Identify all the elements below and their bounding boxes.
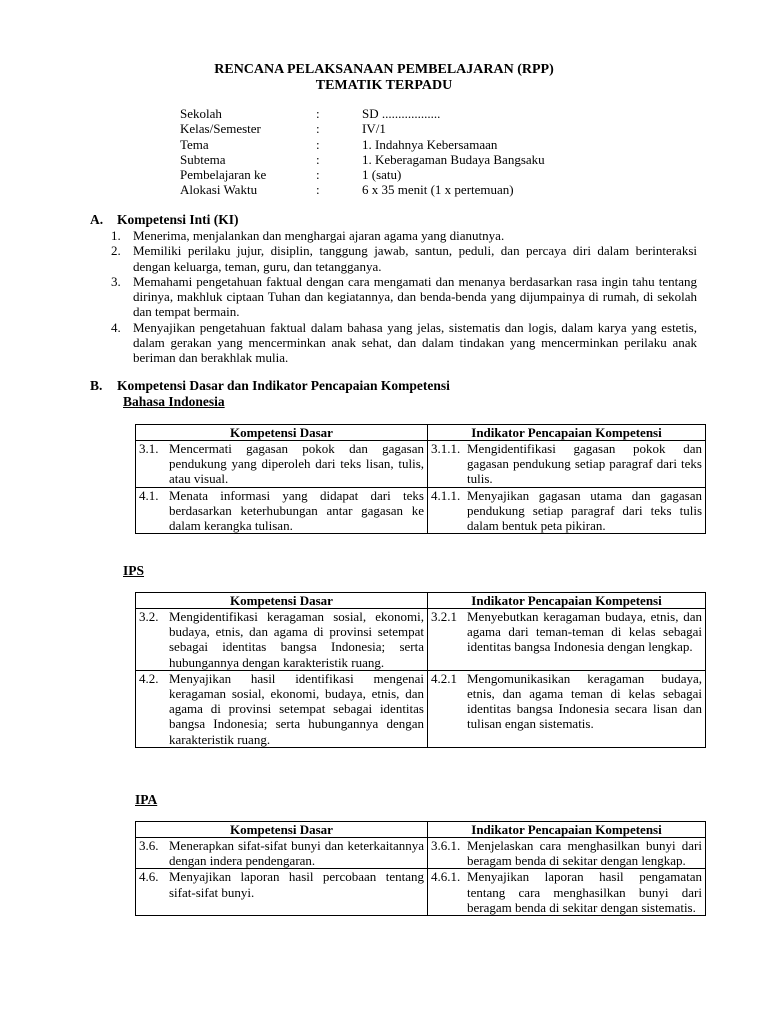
kd-number: 3.2.: [139, 609, 159, 624]
info-colon: :: [316, 151, 320, 167]
col-header-kompetensi-dasar: Kompetensi Dasar: [136, 822, 428, 838]
indicator-cell: [428, 441, 706, 488]
info-value: 1. Indahnya Kebersamaan: [362, 136, 498, 152]
table-header-row: [136, 822, 706, 838]
section-letter: B.: [90, 378, 103, 393]
ki-text: Memiliki perilaku jujur, disiplin, tanggung jawab, santun, peduli, dan percaya diri dalam berinteraksi dengan keluarga, teman, guru, dan tetangganya.: [133, 243, 697, 274]
table-row: [136, 838, 706, 869]
info-value: 1. Keberagaman Budaya Bangsaku: [362, 151, 545, 167]
indicator-number: 4.6.1.: [431, 869, 461, 885]
indicator-text: Mengomunikasikan keragaman budaya, etnis, dan agama teman di kelas sebagai identitas bangsa Indonesia secara lisan dan tulisan engan sistematis.: [467, 670, 702, 732]
ki-number: 3.: [111, 273, 121, 289]
info-colon: :: [316, 167, 320, 183]
subject-ipa: IPA: [135, 792, 158, 807]
indicator-text: Mengidentifikasi gagasan pokok dan gagasan pendukung setiap paragraf dari teks tulis.: [467, 441, 702, 487]
col-header-indikator: Indikator Pencapaian Kompetensi: [428, 425, 706, 441]
indicator-text: Menyajikan laporan hasil pengamatan tentang cara menghasilkan bunyi dari beragam benda di sekitar dengan sistematis.: [467, 869, 702, 915]
col-header-kompetensi-dasar: Kompetensi Dasar: [136, 593, 428, 609]
table-row: [136, 441, 706, 488]
kd-number: 3.1.: [139, 441, 159, 456]
indicator-text: Menyajikan gagasan utama dan gagasan pendukung setiap paragraf dari teks tulis dalam bentuk peta pikiran.: [467, 487, 702, 534]
table-row: [136, 609, 706, 671]
indicator-number: 4.2.1: [431, 670, 457, 686]
ki-item: [111, 274, 697, 320]
section-title: Kompetensi Inti (KI): [117, 212, 239, 227]
indicator-number: 3.1.1.: [431, 441, 461, 456]
section-a-heading: [90, 212, 239, 228]
kd-cell: [136, 487, 428, 534]
table-header-row: [136, 593, 706, 609]
kd-text: Mengidentifikasi keragaman sosial, ekonomi, budaya, etnis, dan agama di provinsi setempat sebagai identitas bangsa Indonesia; serta hubungannya dengan karakteristik ruang.: [169, 609, 424, 670]
indicator-number: 3.6.1.: [431, 838, 461, 853]
info-row-alokasi: [180, 182, 600, 197]
info-colon: :: [316, 106, 320, 121]
table-ipa: [135, 821, 706, 916]
ki-number: 2.: [111, 243, 121, 259]
kd-text: Mencermati gagasan pokok dan gagasan pendukung yang diperoleh dari teks lisan, tulis, atau visual.: [169, 441, 424, 487]
ki-text: Memahami pengetahuan faktual dengan cara mengamati dan menanya berdasarkan rasa ingin tahu tentang dirinya, makhluk ciptaan Tuhan dan kegiatannya, dan benda-benda yang dijumpainya di rumah, di sekolah dan tempat bermain.: [133, 273, 697, 320]
table-row: [136, 487, 706, 534]
section-b-heading: [90, 378, 450, 394]
info-row-pembelajaran: [180, 167, 600, 182]
kd-cell: [136, 609, 428, 671]
table-row: [136, 869, 706, 916]
info-row-tema: [180, 137, 600, 152]
indicator-cell: [428, 487, 706, 534]
info-label: Tema: [180, 136, 209, 152]
table-bahasa-indonesia: [135, 424, 706, 534]
info-value: IV/1: [362, 121, 386, 137]
col-header-indikator: Indikator Pencapaian Kompetensi: [428, 822, 706, 838]
info-row-sekolah: [180, 106, 600, 121]
info-value: SD ..................: [362, 106, 441, 121]
ki-number: 1.: [111, 228, 121, 243]
kd-text: Menerapkan sifat-sifat bunyi dan keterkaitannya dengan indera pendengaran.: [169, 838, 424, 869]
kd-number: 3.6.: [139, 838, 159, 853]
subject-ips: IPS: [123, 563, 145, 578]
indicator-cell: [428, 838, 706, 869]
indicator-cell: [428, 869, 706, 916]
info-value: 6 x 35 menit (1 x pertemuan): [362, 182, 514, 198]
info-label: Alokasi Waktu: [180, 182, 258, 198]
table-ips: [135, 592, 706, 748]
info-row-kelas: [180, 121, 600, 136]
indicator-cell: [428, 609, 706, 671]
info-label: Subtema: [180, 151, 226, 167]
indicator-text: Menjelaskan cara menghasilkan bunyi dari beragam benda di sekitar dengan lengkap.: [467, 838, 702, 869]
kd-cell: [136, 838, 428, 869]
kd-cell: [136, 441, 428, 488]
subject-bahasa-indonesia: Bahasa Indonesia: [123, 394, 225, 409]
ki-number: 4.: [111, 319, 121, 335]
info-value: 1 (satu): [362, 167, 402, 183]
kd-text: Menata informasi yang didapat dari teks berdasarkan keterhubungan antar gagasan ke dalam kerangka tulisan.: [169, 487, 424, 534]
indicator-text: Menyebutkan keragaman budaya, etnis, dan agama dari teman-teman di kelas sebagai identitas bangsa Indonesia dengan lengkap.: [467, 609, 702, 655]
ki-item: [111, 243, 697, 274]
table-header-row: [136, 425, 706, 441]
info-label: Sekolah: [180, 106, 222, 121]
doc-title: RENCANA PELAKSANAAN PEMBELAJARAN (RPP): [214, 62, 554, 77]
info-label: Pembelajaran ke: [180, 167, 267, 183]
kd-number: 4.6.: [139, 869, 159, 885]
kd-text: Menyajikan hasil identifikasi mengenai keragaman sosial, ekonomi, budaya, etnis, dan agama di provinsi setempat sebagai identitas bangsa Indonesia; serta hubungannya dengan karakteristik ruang.: [169, 670, 424, 747]
ki-list: [111, 228, 697, 366]
kd-number: 4.2.: [139, 670, 159, 686]
info-colon: :: [316, 121, 320, 137]
info-colon: :: [316, 182, 320, 198]
kd-text: Menyajikan laporan hasil percobaan tentang sifat-sifat bunyi.: [169, 869, 424, 900]
ki-item: [111, 320, 697, 366]
doc-subtitle: TEMATIK TERPADU: [315, 78, 453, 93]
col-header-kompetensi-dasar: Kompetensi Dasar: [136, 425, 428, 441]
table-row: [136, 670, 706, 747]
info-colon: :: [316, 136, 320, 152]
kd-cell: [136, 670, 428, 747]
indicator-number: 4.1.1.: [431, 487, 461, 503]
identity-block: [180, 106, 600, 198]
info-row-subtema: [180, 152, 600, 167]
kd-number: 4.1.: [139, 487, 159, 503]
ki-item: [111, 228, 697, 243]
ki-text: Menerima, menjalankan dan menghargai ajaran agama yang dianutnya.: [133, 228, 505, 243]
indicator-cell: [428, 670, 706, 747]
info-label: Kelas/Semester: [180, 121, 261, 137]
col-header-indikator: Indikator Pencapaian Kompetensi: [428, 593, 706, 609]
indicator-number: 3.2.1: [431, 609, 457, 624]
ki-text: Menyajikan pengetahuan faktual dalam bahasa yang jelas, sistematis dan logis, dalam karya yang estetis, dalam gerakan yang mencerminkan anak sehat, dan dalam tindakan yang mencerminkan perilaku anak beriman dan berakhlak mulia.: [133, 319, 697, 366]
section-title: Kompetensi Dasar dan Indikator Pencapaian Kompetensi: [117, 378, 450, 393]
section-letter: A.: [90, 212, 104, 227]
kd-cell: [136, 869, 428, 916]
